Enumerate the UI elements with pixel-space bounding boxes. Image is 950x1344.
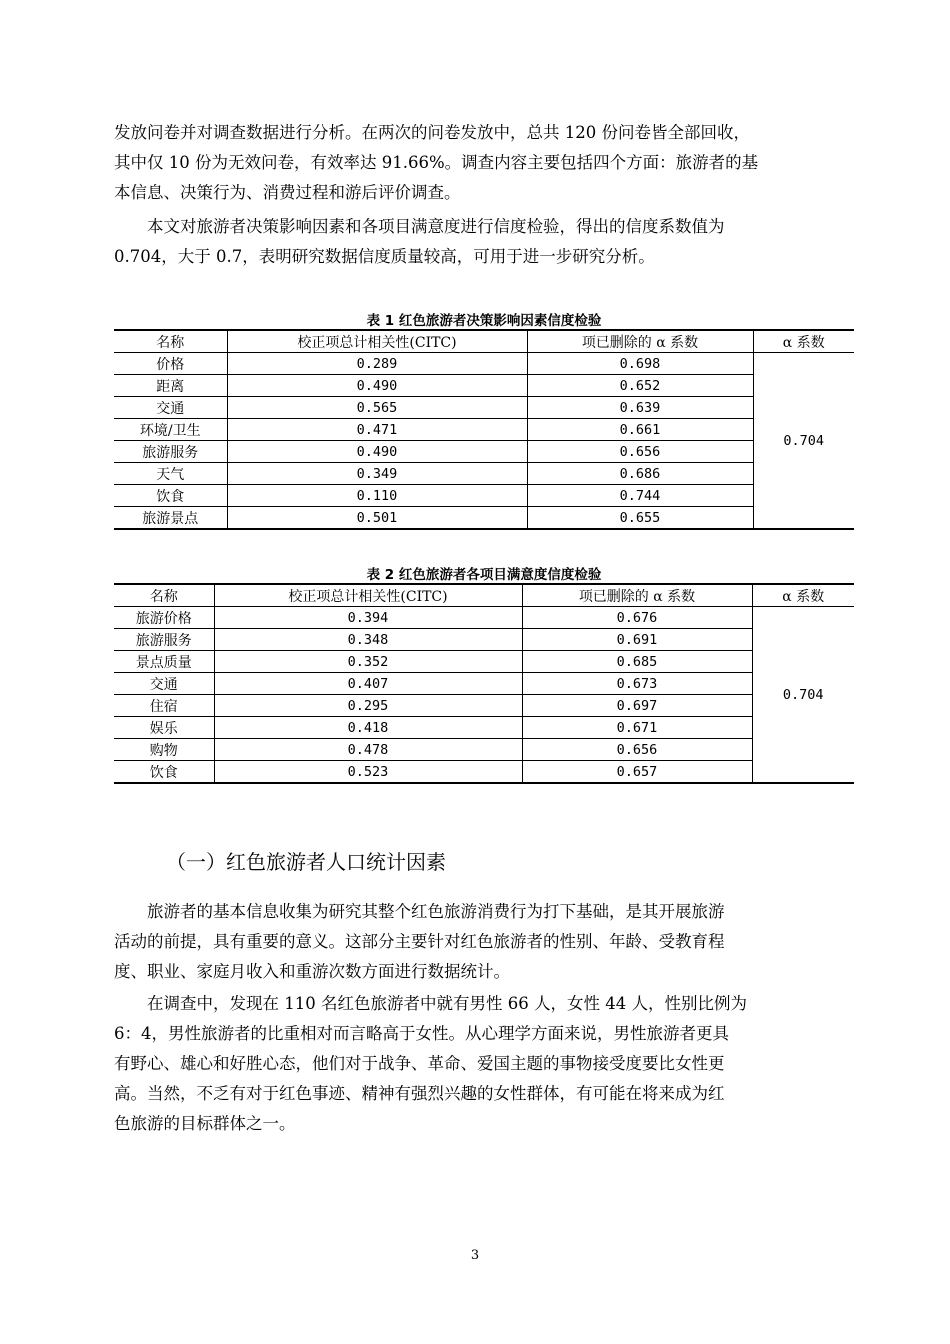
alpha-value: 0.704 — [752, 607, 854, 784]
row-citc: 0.418 — [214, 717, 522, 739]
text-line: 色旅游的目标群体之一。 — [114, 1114, 296, 1133]
row-name: 景点质量 — [114, 651, 214, 673]
table-row — [114, 463, 854, 485]
table-row — [114, 673, 854, 695]
row-name: 环境/卫生 — [114, 419, 227, 441]
text-line: 度、职业、家庭月收入和重游次数方面进行数据统计。 — [114, 962, 510, 981]
page-number: 3 — [470, 1248, 480, 1263]
text-line: 6：4，男性旅游者的比重相对而言略高于女性。从心理学方面来说，男性旅游者更具 — [114, 1024, 729, 1043]
text-line: 发放问卷并对调查数据进行分析。在两次的问卷发放中，总共 120 份问卷皆全部回收， — [114, 123, 750, 142]
text-line: 高。当然，不乏有对于红色事迹、精神有强烈兴趣的女性群体，有可能在将来成为红 — [114, 1084, 725, 1103]
table-row — [114, 739, 854, 761]
row-citc: 0.490 — [227, 375, 527, 397]
row-deleted-alpha: 0.656 — [527, 441, 753, 463]
row-name: 饮食 — [114, 485, 227, 507]
row-name: 旅游价格 — [114, 607, 214, 629]
header-deleted-alpha: 项已删除的 α 系数 — [527, 330, 753, 353]
text-line: 其中仅 10 份为无效问卷，有效率达 91.66%。调查内容主要包括四个方面：旅游者的基 — [114, 153, 759, 172]
table-row — [114, 397, 854, 419]
section-heading: （一）红色旅游者人口统计因素 — [166, 850, 446, 874]
row-deleted-alpha: 0.673 — [522, 673, 752, 695]
row-citc: 0.348 — [214, 629, 522, 651]
text-line: 本文对旅游者决策影响因素和各项目满意度进行信度检验，得出的信度系数值为 — [147, 217, 725, 236]
header-name: 名称 — [114, 584, 214, 607]
table-row — [114, 441, 854, 463]
row-deleted-alpha: 0.671 — [522, 717, 752, 739]
header-alpha: α 系数 — [753, 330, 854, 353]
text-line: 有野心、雄心和好胜心态，他们对于战争、革命、爱国主题的事物接受度要比女性更 — [114, 1054, 725, 1073]
row-deleted-alpha: 0.652 — [527, 375, 753, 397]
row-name: 价格 — [114, 353, 227, 375]
table-row — [114, 761, 854, 784]
header-alpha: α 系数 — [752, 584, 854, 607]
row-citc: 0.295 — [214, 695, 522, 717]
row-citc: 0.394 — [214, 607, 522, 629]
table-row — [114, 651, 854, 673]
table2-caption: 表 2 红色旅游者各项目满意度信度检验 — [366, 567, 602, 583]
row-name: 交通 — [114, 673, 214, 695]
table-header-row — [114, 330, 854, 353]
header-name: 名称 — [114, 330, 227, 353]
row-deleted-alpha: 0.655 — [527, 507, 753, 530]
row-deleted-alpha: 0.657 — [522, 761, 752, 784]
text-line: 0.704，大于 0.7，表明研究数据信度质量较高，可用于进一步研究分析。 — [114, 247, 655, 266]
row-deleted-alpha: 0.661 — [527, 419, 753, 441]
table-row — [114, 375, 854, 397]
row-citc: 0.501 — [227, 507, 527, 530]
row-citc: 0.471 — [227, 419, 527, 441]
table-header-row — [114, 584, 854, 607]
row-name: 交通 — [114, 397, 227, 419]
row-deleted-alpha: 0.686 — [527, 463, 753, 485]
row-name: 旅游景点 — [114, 507, 227, 530]
row-deleted-alpha: 0.698 — [527, 353, 753, 375]
intro-paragraph — [114, 118, 838, 208]
row-citc: 0.565 — [227, 397, 527, 419]
text-line: 本信息、决策行为、消费过程和游后评价调查。 — [114, 183, 461, 202]
row-citc: 0.352 — [214, 651, 522, 673]
row-citc: 0.289 — [227, 353, 527, 375]
text-line: 旅游者的基本信息收集为研究其整个红色旅游消费行为打下基础，是其开展旅游 — [147, 902, 725, 921]
row-name: 天气 — [114, 463, 227, 485]
row-citc: 0.523 — [214, 761, 522, 784]
table-row — [114, 717, 854, 739]
alpha-value: 0.704 — [753, 353, 854, 530]
row-name: 住宿 — [114, 695, 214, 717]
row-deleted-alpha: 0.691 — [522, 629, 752, 651]
text-line: 活动的前提，具有重要的意义。这部分主要针对红色旅游者的性别、年龄、受教育程 — [114, 932, 725, 951]
row-citc: 0.110 — [227, 485, 527, 507]
row-name: 娱乐 — [114, 717, 214, 739]
row-name: 旅游服务 — [114, 441, 227, 463]
header-citc: 校正项总计相关性(CITC) — [227, 330, 527, 353]
row-deleted-alpha: 0.697 — [522, 695, 752, 717]
row-deleted-alpha: 0.676 — [522, 607, 752, 629]
row-name: 饮食 — [114, 761, 214, 784]
table-row — [114, 485, 854, 507]
text-line: 在调查中，发现在 110 名红色旅游者中就有男性 66 人，女性 44 人，性别比例为 — [147, 994, 747, 1013]
row-name: 旅游服务 — [114, 629, 214, 651]
table-row — [114, 607, 854, 629]
row-citc: 0.478 — [214, 739, 522, 761]
reliability-paragraph — [114, 212, 838, 272]
table-row — [114, 629, 854, 651]
row-deleted-alpha: 0.685 — [522, 651, 752, 673]
row-deleted-alpha: 0.744 — [527, 485, 753, 507]
table-row — [114, 507, 854, 530]
row-citc: 0.349 — [227, 463, 527, 485]
row-citc: 0.407 — [214, 673, 522, 695]
header-deleted-alpha: 项已删除的 α 系数 — [522, 584, 752, 607]
gender-paragraph — [114, 989, 838, 1139]
basic-info-paragraph — [114, 897, 838, 987]
table1-caption: 表 1 红色旅游者决策影响因素信度检验 — [366, 313, 602, 329]
row-citc: 0.490 — [227, 441, 527, 463]
row-deleted-alpha: 0.656 — [522, 739, 752, 761]
table1 — [114, 329, 854, 530]
row-name: 购物 — [114, 739, 214, 761]
header-citc: 校正项总计相关性(CITC) — [214, 584, 522, 607]
row-name: 距离 — [114, 375, 227, 397]
table-row — [114, 353, 854, 375]
table2 — [114, 583, 854, 784]
row-deleted-alpha: 0.639 — [527, 397, 753, 419]
table-row — [114, 419, 854, 441]
table-row — [114, 695, 854, 717]
